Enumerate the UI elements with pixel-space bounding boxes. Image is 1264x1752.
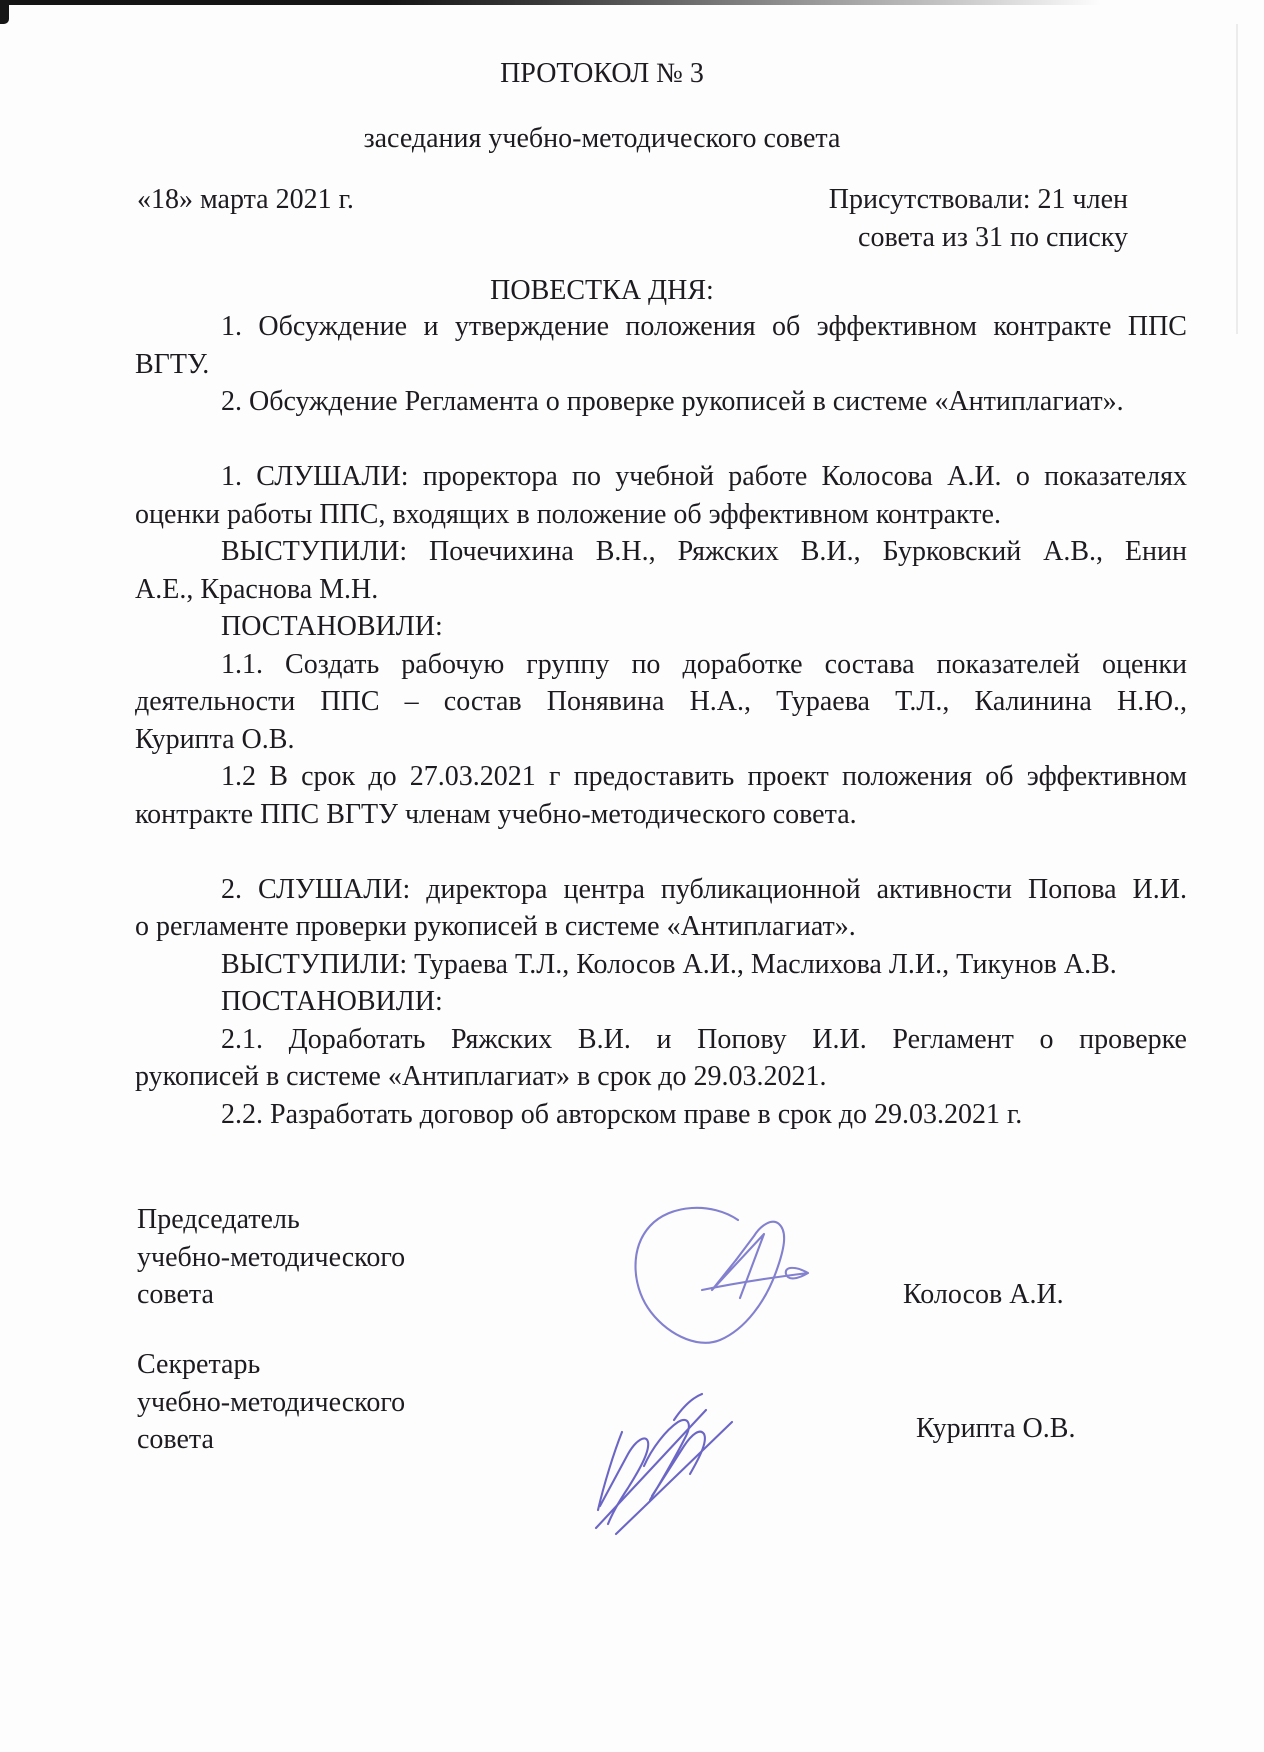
document-line: 1. СЛУШАЛИ: проректора по учебной работе Колосова А.И. о показателях	[221, 461, 1187, 492]
document-line: 1.1. Создать рабочую группу по доработке состава показателей оценки	[221, 648, 1187, 680]
role-line: учебно-методического	[137, 1241, 406, 1273]
attendance-note	[829, 181, 1128, 256]
scan-side-line-artifact	[1236, 24, 1238, 334]
scan-top-edge-artifact	[0, 0, 1135, 5]
document-line: ВГТУ.	[135, 348, 210, 380]
document-line: 2. СЛУШАЛИ: директора центра публикационной активности Попова И.И.	[221, 873, 1187, 905]
secretary-role-label	[137, 1346, 405, 1459]
document-line: 2.1. Доработать Ряжских В.И. и Попову И.И. Регламент о проверке	[221, 1023, 1187, 1055]
role-line: совета	[137, 1279, 214, 1310]
document-body	[135, 308, 1187, 1133]
document-title: ПРОТОКОЛ № 3	[500, 58, 704, 89]
document-line: ВЫСТУПИЛИ: Почечихина В.Н., Ряжских В.И., Бурковский А.В., Енин	[221, 536, 1187, 567]
document-subtitle: заседания учебно-методического совета	[363, 123, 841, 154]
document-line: 2.2. Разработать договор об авторском праве в срок до 29.03.2021 г.	[221, 1098, 1023, 1130]
chairman-signature-ink	[626, 1198, 826, 1358]
role-line: совета	[137, 1424, 214, 1455]
document-line: ПОСТАНОВИЛИ:	[221, 611, 443, 642]
document-line: Курипта О.В.	[135, 723, 295, 755]
attendance-line: Присутствовали: 21 член	[828, 184, 1128, 215]
role-line: учебно-методического	[137, 1386, 406, 1418]
paragraph-gap	[135, 421, 1187, 459]
document-line: оценки работы ППС, входящих в положение об эффективном контракте.	[135, 498, 1001, 530]
document-line: деятельности ППС – состав Понявина Н.А., Тураева Т.Л., Калинина Н.Ю.,	[135, 686, 1187, 717]
chairman-name: Колосов А.И.	[903, 1279, 1064, 1310]
chairman-role-label	[137, 1201, 405, 1314]
document-date: «18» марта 2021 г.	[137, 184, 354, 215]
document-line: ВЫСТУПИЛИ: Тураева Т.Л., Колосов А.И., Маслихова Л.И., Тикунов А.В.	[221, 948, 1117, 980]
document-line: рукописей в системе «Антиплагиат» в срок до 29.03.2021.	[135, 1061, 827, 1092]
role-line: Председатель	[137, 1204, 300, 1235]
document-line: 1. Обсуждение и утверждение положения об эффективном контракте ППС	[221, 311, 1187, 342]
document-line: 2. Обсуждение Регламента о проверке рукописей в системе «Антиплагиат».	[221, 386, 1124, 417]
scan-corner-blot-artifact	[0, 0, 9, 24]
secretary-name: Курипта О.В.	[916, 1413, 1076, 1444]
document-line: 1.2 В срок до 27.03.2021 г предоставить проект положения об эффективном	[221, 761, 1187, 792]
role-line: Секретарь	[137, 1349, 261, 1380]
attendance-line: совета из 31 по списку	[858, 221, 1128, 253]
agenda-heading: ПОВЕСТКА ДНЯ:	[490, 275, 714, 306]
document-line: о регламенте проверки рукописей в системе «Антиплагиат».	[135, 911, 856, 942]
paragraph-gap	[135, 833, 1187, 871]
document-line: А.Е., Краснова М.Н.	[135, 573, 379, 605]
document-line: ПОСТАНОВИЛИ:	[221, 986, 443, 1017]
document-line: контракте ППС ВГТУ членам учебно-методического совета.	[135, 798, 857, 830]
secretary-signature-ink	[588, 1376, 758, 1541]
